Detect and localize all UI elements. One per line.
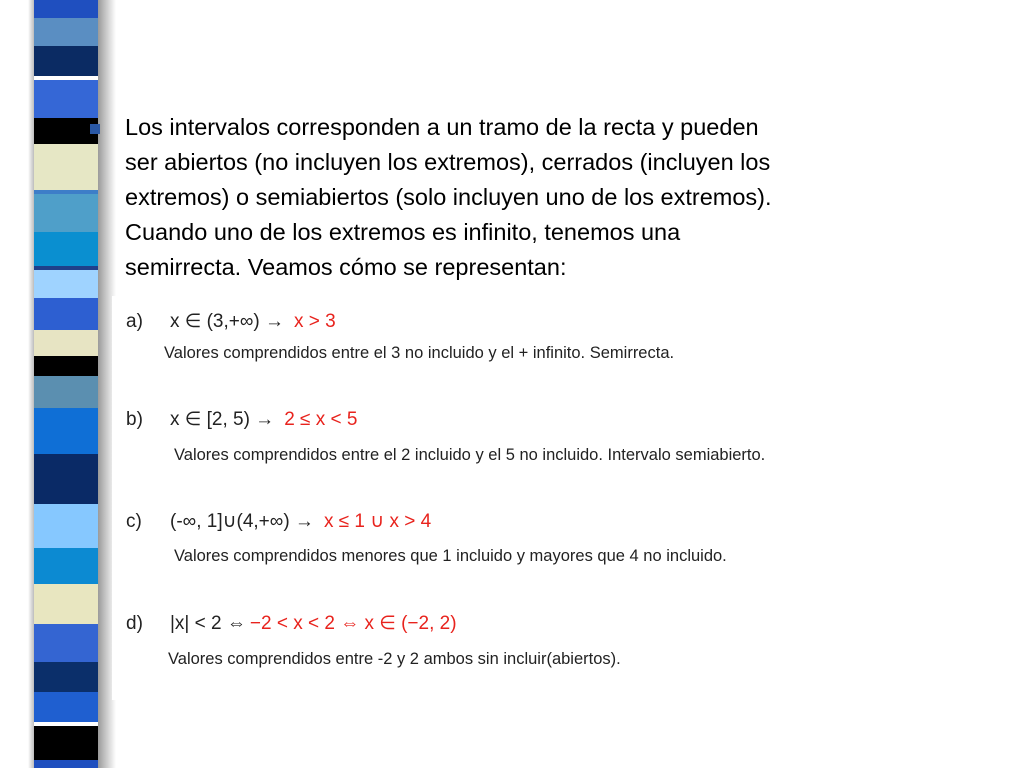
example-expression: x ∈ [2, 5) →: [170, 409, 275, 430]
example-result: −2 < x < 2 ⇔ x ∈ (−2, 2): [249, 613, 457, 634]
intro-line: ser abiertos (no incluyen los extremos), cerrados (incluyen los: [125, 149, 771, 175]
stripe-band: [34, 270, 98, 298]
stripe-band: [34, 504, 98, 548]
example-letter: a): [126, 310, 143, 332]
example-c-formula: [126, 510, 431, 533]
example-expression: x ∈ (3,+∞) →: [170, 311, 285, 332]
stripe-band: [34, 624, 98, 662]
stripe-band: [34, 18, 98, 46]
stripe-band: [34, 0, 98, 18]
stripe-band: [34, 726, 98, 760]
stripe-band: [34, 454, 98, 504]
intro-line: Los intervalos corresponden a un tramo de la recta y pueden: [125, 114, 759, 140]
intro-line: extremos) o semiabiertos (solo incluyen uno de los extremos).: [125, 184, 772, 210]
example-d-description: Valores comprendidos entre -2 y 2 ambos sin incluir(abiertos).: [168, 650, 621, 668]
stripe-band: [34, 232, 98, 266]
stripe-band: [34, 194, 98, 232]
stripe-band: [34, 692, 98, 722]
stripe-band: [34, 760, 98, 768]
example-expression: (-∞, 1]∪(4,+∞) →: [170, 511, 314, 532]
stripe-band: [34, 118, 98, 144]
example-result: x > 3: [294, 310, 336, 332]
stripe-band: [34, 80, 98, 118]
example-expression: |x| < 2 ⇔: [170, 612, 246, 634]
stripe-band: [34, 46, 98, 76]
intro-line: Cuando uno de los extremos es infinito, tenemos una: [125, 219, 681, 245]
example-letter: d): [126, 612, 143, 634]
example-b-description: Valores comprendidos entre el 2 incluido y el 5 no incluido. Intervalo semiabierto.: [174, 446, 766, 464]
stripe-band: [34, 662, 98, 692]
example-result: 2 ≤ x < 5: [284, 408, 358, 430]
example-a-formula: [126, 310, 336, 333]
stripe-band: [34, 376, 98, 408]
example-a-description: Valores comprendidos entre el 3 no incluido y el + infinito. Semirrecta.: [164, 344, 675, 362]
example-letter: b): [126, 408, 143, 430]
example-b-formula: [126, 408, 357, 431]
decorative-stripe: [34, 0, 98, 768]
intro-paragraph: [125, 110, 925, 285]
stripe-band: [34, 298, 98, 330]
stripe-band: [34, 408, 98, 454]
stripe-band: [34, 548, 98, 584]
intro-line: semirrecta. Veamos cómo se representan:: [125, 254, 567, 280]
example-c-description: Valores comprendidos menores que 1 incluido y mayores que 4 no incluido.: [174, 547, 727, 565]
example-result: x ≤ 1 ∪ x > 4: [323, 511, 432, 532]
example-letter: c): [126, 510, 142, 532]
example-d-formula: [126, 612, 457, 635]
stripe-band: [34, 356, 98, 376]
stripe-band: [34, 330, 98, 356]
stripe-band: [34, 144, 98, 190]
square-bullet-icon: [90, 124, 100, 134]
examples-image: [112, 296, 912, 700]
stripe-band: [34, 584, 98, 624]
